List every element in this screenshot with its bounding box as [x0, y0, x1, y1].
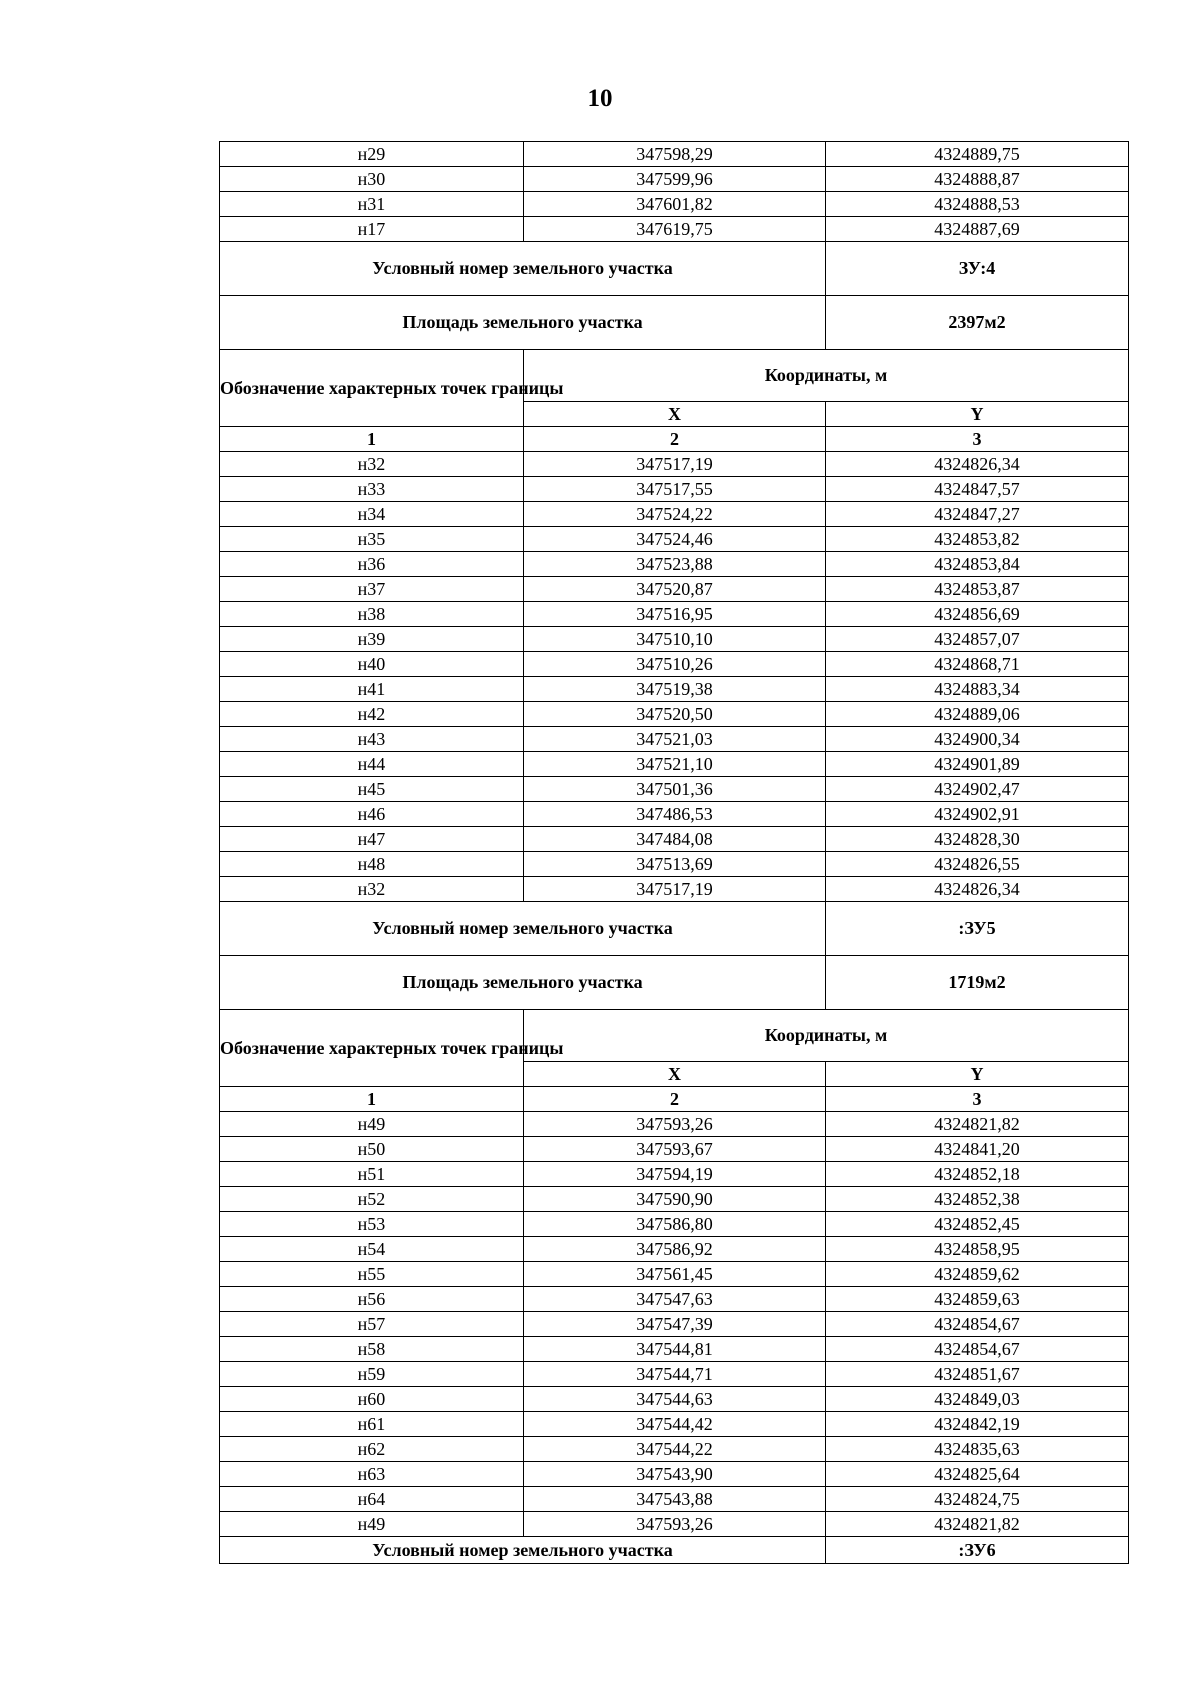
x-coordinate-cell: 347516,95 — [524, 602, 826, 627]
area-label: Площадь земельного участка — [220, 956, 826, 1010]
point-name-cell: н31 — [220, 192, 524, 217]
point-name-cell: н57 — [220, 1312, 524, 1337]
x-coordinate-cell: 347513,69 — [524, 852, 826, 877]
table-row — [220, 1212, 1129, 1237]
header-row — [220, 1010, 1129, 1062]
table-row — [220, 1412, 1129, 1437]
y-coordinate-cell: 4324868,71 — [826, 652, 1129, 677]
x-coordinate-cell: 347517,19 — [524, 877, 826, 902]
table-row — [220, 577, 1129, 602]
point-name-cell: н47 — [220, 827, 524, 852]
y-coordinate-cell: 4324849,03 — [826, 1387, 1129, 1412]
table-row — [220, 502, 1129, 527]
column-number-2: 2 — [524, 427, 826, 452]
area-value: 1719м2 — [826, 956, 1129, 1010]
y-coordinate-cell: 4324902,91 — [826, 802, 1129, 827]
point-name-cell: н49 — [220, 1512, 524, 1537]
y-coordinate-cell: 4324883,34 — [826, 677, 1129, 702]
cadastral-number-value: ЗУ:4 — [826, 242, 1129, 296]
table-row — [220, 627, 1129, 652]
y-coordinate-cell: 4324853,84 — [826, 552, 1129, 577]
y-coordinate-cell: 4324856,69 — [826, 602, 1129, 627]
point-name-cell: н34 — [220, 502, 524, 527]
table-row — [220, 1287, 1129, 1312]
y-coordinate-cell: 4324889,06 — [826, 702, 1129, 727]
y-coordinate-cell: 4324826,55 — [826, 852, 1129, 877]
table-row — [220, 802, 1129, 827]
column-number-3: 3 — [826, 427, 1129, 452]
table-row — [220, 192, 1129, 217]
point-name-cell: н55 — [220, 1262, 524, 1287]
table-row — [220, 602, 1129, 627]
x-coordinate-cell: 347543,88 — [524, 1487, 826, 1512]
table-row — [220, 1462, 1129, 1487]
y-coordinate-cell: 4324826,34 — [826, 452, 1129, 477]
x-coordinate-cell: 347547,39 — [524, 1312, 826, 1337]
point-name-cell: н53 — [220, 1212, 524, 1237]
y-coordinate-cell: 4324821,82 — [826, 1112, 1129, 1137]
page-number: 10 — [587, 85, 613, 112]
y-coordinate-cell: 4324826,34 — [826, 877, 1129, 902]
point-name-cell: н40 — [220, 652, 524, 677]
table-row — [220, 1362, 1129, 1387]
table-row — [220, 1162, 1129, 1187]
point-name-cell: н49 — [220, 1112, 524, 1137]
x-coordinate-cell: 347501,36 — [524, 777, 826, 802]
point-name-cell: н51 — [220, 1162, 524, 1187]
column-number-row — [220, 1087, 1129, 1112]
table-row — [220, 1262, 1129, 1287]
table-row — [220, 552, 1129, 577]
y-header: Y — [826, 1062, 1129, 1087]
x-coordinate-cell: 347593,26 — [524, 1512, 826, 1537]
x-coordinate-cell: 347544,81 — [524, 1337, 826, 1362]
point-name-cell: н64 — [220, 1487, 524, 1512]
x-coordinate-cell: 347520,87 — [524, 577, 826, 602]
point-name-cell: н60 — [220, 1387, 524, 1412]
y-coordinate-cell: 4324835,63 — [826, 1437, 1129, 1462]
x-coordinate-cell: 347524,46 — [524, 527, 826, 552]
table-row — [220, 477, 1129, 502]
table-row — [220, 677, 1129, 702]
y-header: Y — [826, 402, 1129, 427]
coordinates-header: Координаты, м — [524, 350, 1129, 402]
y-coordinate-cell: 4324853,87 — [826, 577, 1129, 602]
table-row — [220, 527, 1129, 552]
column-number-row — [220, 427, 1129, 452]
point-name-cell: н63 — [220, 1462, 524, 1487]
y-coordinate-cell: 4324824,75 — [826, 1487, 1129, 1512]
column-number-1: 1 — [220, 427, 524, 452]
x-coordinate-cell: 347561,45 — [524, 1262, 826, 1287]
table-row — [220, 1512, 1129, 1537]
table-row — [220, 777, 1129, 802]
point-name-cell: н32 — [220, 877, 524, 902]
table-row — [220, 1487, 1129, 1512]
y-coordinate-cell: 4324887,69 — [826, 217, 1129, 242]
y-coordinate-cell: 4324821,82 — [826, 1512, 1129, 1537]
point-name-cell: н30 — [220, 167, 524, 192]
table-row — [220, 652, 1129, 677]
x-coordinate-cell: 347517,19 — [524, 452, 826, 477]
cadastral-number-row — [220, 1537, 1129, 1564]
table-row — [220, 1187, 1129, 1212]
table-row — [220, 702, 1129, 727]
point-name-cell: н62 — [220, 1437, 524, 1462]
x-coordinate-cell: 347599,96 — [524, 167, 826, 192]
point-name-cell: н43 — [220, 727, 524, 752]
y-coordinate-cell: 4324900,34 — [826, 727, 1129, 752]
point-name-cell: н58 — [220, 1337, 524, 1362]
point-name-cell: н37 — [220, 577, 524, 602]
x-coordinate-cell: 347517,55 — [524, 477, 826, 502]
table-row — [220, 142, 1129, 167]
x-coordinate-cell: 347593,67 — [524, 1137, 826, 1162]
point-name-cell: н52 — [220, 1187, 524, 1212]
x-coordinate-cell: 347544,71 — [524, 1362, 826, 1387]
table-row — [220, 752, 1129, 777]
point-name-cell: н29 — [220, 142, 524, 167]
table-row — [220, 217, 1129, 242]
y-coordinate-cell: 4324859,63 — [826, 1287, 1129, 1312]
table-row — [220, 1237, 1129, 1262]
point-name-cell: н44 — [220, 752, 524, 777]
point-name-cell: н17 — [220, 217, 524, 242]
area-value: 2397м2 — [826, 296, 1129, 350]
point-name-cell: н59 — [220, 1362, 524, 1387]
area-row — [220, 296, 1129, 350]
table-row — [220, 1112, 1129, 1137]
header-row — [220, 350, 1129, 402]
x-coordinate-cell: 347519,38 — [524, 677, 826, 702]
cadastral-number-row — [220, 902, 1129, 956]
x-coordinate-cell: 347544,63 — [524, 1387, 826, 1412]
y-coordinate-cell: 4324854,67 — [826, 1337, 1129, 1362]
x-coordinate-cell: 347521,03 — [524, 727, 826, 752]
table-row — [220, 827, 1129, 852]
column-number-3: 3 — [826, 1087, 1129, 1112]
cadastral-number-label: Условный номер земельного участка — [220, 902, 826, 956]
table-row — [220, 1387, 1129, 1412]
table-row — [220, 1437, 1129, 1462]
table-row — [220, 852, 1129, 877]
point-name-cell: н54 — [220, 1237, 524, 1262]
cadastral-number-label: Условный номер земельного участка — [220, 242, 826, 296]
y-coordinate-cell: 4324825,64 — [826, 1462, 1129, 1487]
area-row — [220, 956, 1129, 1010]
x-header: X — [524, 1062, 826, 1087]
y-coordinate-cell: 4324858,95 — [826, 1237, 1129, 1262]
y-coordinate-cell: 4324851,67 — [826, 1362, 1129, 1387]
table-row — [220, 727, 1129, 752]
table-row — [220, 877, 1129, 902]
x-coordinate-cell: 347520,50 — [524, 702, 826, 727]
table-row — [220, 452, 1129, 477]
point-name-cell: н36 — [220, 552, 524, 577]
point-name-cell: н33 — [220, 477, 524, 502]
point-name-cell: н46 — [220, 802, 524, 827]
x-coordinate-cell: 347521,10 — [524, 752, 826, 777]
x-coordinate-cell: 347486,53 — [524, 802, 826, 827]
x-coordinate-cell: 347523,88 — [524, 552, 826, 577]
point-name-cell: н39 — [220, 627, 524, 652]
point-name-cell: н41 — [220, 677, 524, 702]
x-coordinate-cell: 347544,42 — [524, 1412, 826, 1437]
y-coordinate-cell: 4324889,75 — [826, 142, 1129, 167]
point-name-cell: н56 — [220, 1287, 524, 1312]
y-coordinate-cell: 4324847,27 — [826, 502, 1129, 527]
point-name-cell: н38 — [220, 602, 524, 627]
y-coordinate-cell: 4324888,53 — [826, 192, 1129, 217]
points-header: Обозначение характерных точек границы — [220, 350, 524, 427]
column-number-2: 2 — [524, 1087, 826, 1112]
table-row — [220, 1337, 1129, 1362]
area-label: Площадь земельного участка — [220, 296, 826, 350]
x-coordinate-cell: 347586,80 — [524, 1212, 826, 1237]
point-name-cell: н50 — [220, 1137, 524, 1162]
cadastral-number-row — [220, 242, 1129, 296]
table-row — [220, 1312, 1129, 1337]
points-header: Обозначение характерных точек границы — [220, 1010, 524, 1087]
y-coordinate-cell: 4324842,19 — [826, 1412, 1129, 1437]
column-number-1: 1 — [220, 1087, 524, 1112]
y-coordinate-cell: 4324852,45 — [826, 1212, 1129, 1237]
x-coordinate-cell: 347544,22 — [524, 1437, 826, 1462]
y-coordinate-cell: 4324854,67 — [826, 1312, 1129, 1337]
y-coordinate-cell: 4324857,07 — [826, 627, 1129, 652]
x-coordinate-cell: 347510,10 — [524, 627, 826, 652]
table-row — [220, 1137, 1129, 1162]
point-name-cell: н61 — [220, 1412, 524, 1437]
x-coordinate-cell: 347590,90 — [524, 1187, 826, 1212]
y-coordinate-cell: 4324828,30 — [826, 827, 1129, 852]
y-coordinate-cell: 4324901,89 — [826, 752, 1129, 777]
x-coordinate-cell: 347484,08 — [524, 827, 826, 852]
y-coordinate-cell: 4324859,62 — [826, 1262, 1129, 1287]
x-coordinate-cell: 347543,90 — [524, 1462, 826, 1487]
x-coordinate-cell: 347510,26 — [524, 652, 826, 677]
point-name-cell: н48 — [220, 852, 524, 877]
x-coordinate-cell: 347524,22 — [524, 502, 826, 527]
table-row — [220, 167, 1129, 192]
x-coordinate-cell: 347601,82 — [524, 192, 826, 217]
x-coordinate-cell: 347593,26 — [524, 1112, 826, 1137]
cadastral-number-label: Условный номер земельного участка — [220, 1537, 826, 1564]
cadastral-number-value: :ЗУ6 — [826, 1537, 1129, 1564]
coordinates-header: Координаты, м — [524, 1010, 1129, 1062]
cadastral-number-value: :ЗУ5 — [826, 902, 1129, 956]
x-coordinate-cell: 347586,92 — [524, 1237, 826, 1262]
x-coordinate-cell: 347547,63 — [524, 1287, 826, 1312]
x-coordinate-cell: 347594,19 — [524, 1162, 826, 1187]
point-name-cell: н45 — [220, 777, 524, 802]
x-coordinate-cell: 347619,75 — [524, 217, 826, 242]
point-name-cell: н35 — [220, 527, 524, 552]
x-coordinate-cell: 347598,29 — [524, 142, 826, 167]
point-name-cell: н42 — [220, 702, 524, 727]
coordinates-table — [219, 141, 1129, 1564]
x-header: X — [524, 402, 826, 427]
point-name-cell: н32 — [220, 452, 524, 477]
y-coordinate-cell: 4324888,87 — [826, 167, 1129, 192]
y-coordinate-cell: 4324847,57 — [826, 477, 1129, 502]
y-coordinate-cell: 4324853,82 — [826, 527, 1129, 552]
y-coordinate-cell: 4324852,18 — [826, 1162, 1129, 1187]
y-coordinate-cell: 4324841,20 — [826, 1137, 1129, 1162]
y-coordinate-cell: 4324852,38 — [826, 1187, 1129, 1212]
y-coordinate-cell: 4324902,47 — [826, 777, 1129, 802]
